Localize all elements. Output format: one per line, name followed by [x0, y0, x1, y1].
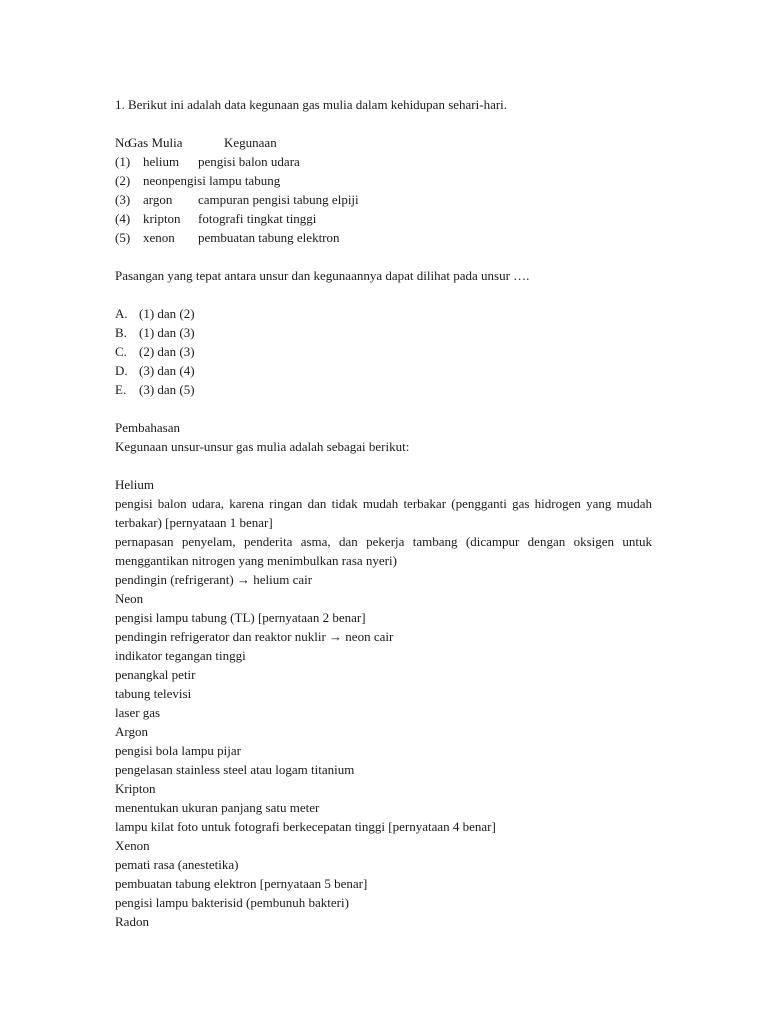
question-intro: 1. Berikut ini adalah data kegunaan gas mulia dalam kehidupan sehari-hari.: [115, 97, 508, 112]
row-use: pengisi balon udara: [198, 154, 300, 169]
discussion-line: lampu kilat foto untuk fotografi berkecepatan tinggi [pernyataan 4 benar]: [115, 819, 496, 834]
option-text: (1) dan (2): [139, 306, 195, 321]
option-text: (1) dan (3): [139, 325, 195, 340]
discussion-line: menggantikan nitrogen yang menimbulkan rasa nyeri): [115, 553, 397, 568]
answer-option: [115, 380, 652, 399]
answer-option: [115, 323, 652, 342]
table-row: [115, 228, 652, 247]
option-letter: E.: [115, 382, 127, 397]
discussion-line: menentukan ukuran panjang satu meter: [115, 800, 320, 815]
header-no: No: [115, 135, 131, 150]
table-row: [115, 152, 652, 171]
option-letter: D.: [115, 363, 128, 378]
answer-option: [115, 361, 652, 380]
discussion-line: pengisi balon udara, karena ringan dan tidak mudah terbakar (pengganti gas hidrogen yang mudah: [115, 496, 652, 511]
row-use: fotografi tingkat tinggi: [198, 211, 317, 226]
document-page: [115, 95, 652, 931]
option-letter: B.: [115, 325, 127, 340]
discussion-line: Argon: [115, 724, 148, 739]
discussion-line: pernapasan penyelam, penderita asma, dan pekerja tambang (dicampur dengan oksigen untuk: [115, 534, 652, 549]
row-gas: kripton: [143, 211, 181, 226]
row-gas: helium: [143, 154, 180, 169]
discussion-intro: Kegunaan unsur-unsur gas mulia adalah sebagai berikut:: [115, 439, 410, 454]
discussion-line: pengisi lampu tabung (TL) [pernyataan 2 benar]: [115, 610, 366, 625]
answer-option: [115, 304, 652, 323]
row-no: (4): [115, 211, 131, 226]
option-letter: C.: [115, 344, 127, 359]
option-text: (3) dan (4): [139, 363, 195, 378]
option-text: (3) dan (5): [139, 382, 195, 397]
row-gas: neonpengisi lampu tabung: [143, 173, 281, 188]
row-gas: argon: [143, 192, 173, 207]
row-no: (2): [115, 173, 131, 188]
table-row: [115, 190, 652, 209]
answer-option: [115, 342, 652, 361]
discussion-line: Kripton: [115, 781, 156, 796]
discussion-line: Xenon: [115, 838, 150, 853]
discussion-line: pembuatan tabung elektron [pernyataan 5 benar]: [115, 876, 368, 891]
discussion-line: Radon: [115, 914, 149, 929]
discussion-line: pengisi bola lampu pijar: [115, 743, 242, 758]
option-letter: A.: [115, 306, 128, 321]
discussion-line: laser gas: [115, 705, 161, 720]
discussion-line: pengelasan stainless steel atau logam titanium: [115, 762, 355, 777]
row-no: (3): [115, 192, 131, 207]
row-no: (1): [115, 154, 131, 169]
discussion-line: pendingin refrigerator dan reaktor nuklir → neon cair: [115, 629, 394, 644]
table-row: [115, 171, 652, 190]
row-no: (5): [115, 230, 131, 245]
header-use: Kegunaan: [224, 135, 277, 150]
discussion-title: Pembahasan: [115, 420, 180, 435]
discussion-line: pemati rasa (anestetika): [115, 857, 239, 872]
discussion-line: Helium: [115, 477, 154, 492]
discussion-line: terbakar) [pernyataan 1 benar]: [115, 515, 273, 530]
row-use: campuran pengisi tabung elpiji: [198, 192, 359, 207]
discussion-line: tabung televisi: [115, 686, 192, 701]
row-gas: xenon: [143, 230, 175, 245]
discussion-line: indikator tegangan tinggi: [115, 648, 246, 663]
discussion-line: Neon: [115, 591, 144, 606]
header-gas: Gas Mulia: [128, 135, 183, 150]
table-header: [115, 133, 652, 152]
discussion-line: penangkal petir: [115, 667, 196, 682]
question-prompt: Pasangan yang tepat antara unsur dan kegunaannya dapat dilihat pada unsur ….: [115, 268, 530, 283]
option-text: (2) dan (3): [139, 344, 195, 359]
discussion-line: pendingin (refrigerant) → helium cair: [115, 572, 313, 587]
discussion-line: pengisi lampu bakterisid (pembunuh bakteri): [115, 895, 349, 910]
row-use: pembuatan tabung elektron: [198, 230, 340, 245]
table-row: [115, 209, 652, 228]
